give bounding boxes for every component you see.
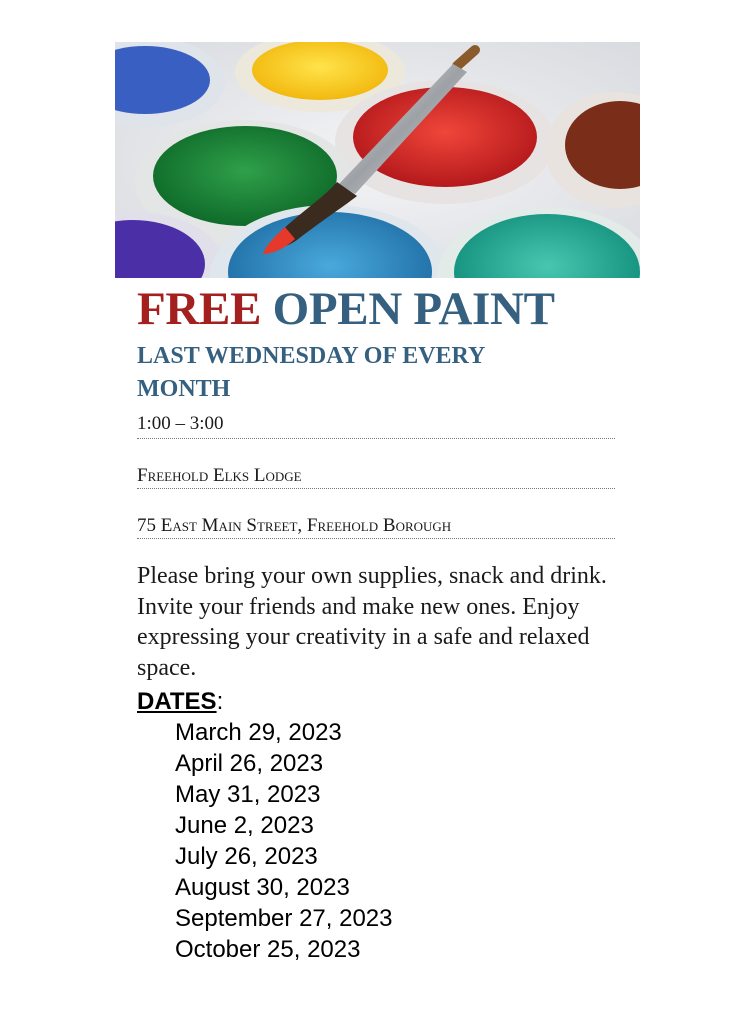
schedule-subtitle: LAST WEDNESDAY OF EVERY MONTH: [137, 343, 485, 402]
paint-jars-photo: [115, 42, 640, 278]
date-item: April 26, 2023: [175, 750, 324, 777]
date-item: May 31, 2023: [175, 781, 321, 808]
page-title: [137, 280, 615, 338]
event-address: 75 East Main Street, Freehold Borough: [137, 513, 615, 539]
date-item: July 26, 2023: [175, 843, 318, 870]
dates-heading: DATES:: [137, 688, 224, 715]
event-time: 1:00 – 3:00: [137, 406, 615, 439]
description-paragraph-2: Invite your friends and make new ones. Enjoy expressing your creativity in a safe and relaxed space.: [137, 593, 590, 681]
title-free: FREE: [137, 283, 262, 335]
description: [137, 561, 615, 683]
dates-label: DATES: [137, 688, 217, 715]
date-item: August 30, 2023: [175, 874, 350, 901]
description-paragraph-1: Please bring your own supplies, snack and drink.: [137, 563, 607, 589]
event-venue: Freehold Elks Lodge: [137, 463, 615, 489]
title-open-paint: OPEN PAINT: [272, 283, 555, 335]
date-item: March 29, 2023: [175, 719, 342, 746]
date-item: October 25, 2023: [175, 936, 361, 963]
date-item: June 2, 2023: [175, 812, 314, 839]
flyer-content: [137, 280, 615, 965]
dates-list: [137, 717, 615, 965]
date-item: September 27, 2023: [175, 905, 393, 932]
